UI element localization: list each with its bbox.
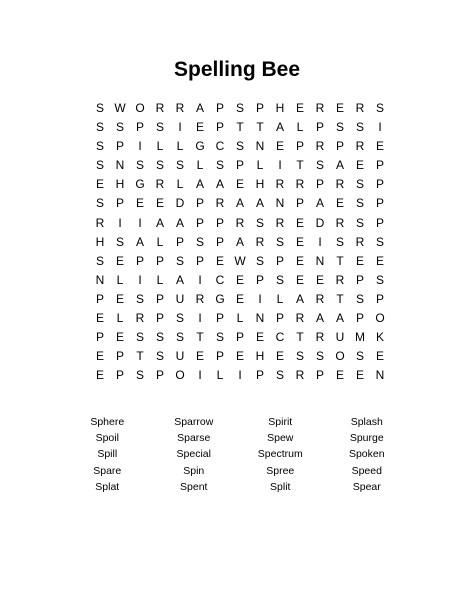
grid-letter: T (196, 330, 204, 345)
grid-letter: P (115, 368, 124, 383)
grid-row (90, 194, 390, 213)
grid-letter: D (175, 196, 185, 211)
grid-letter: I (198, 311, 202, 326)
grid-letter: T (296, 330, 304, 345)
grid-letter: P (155, 368, 164, 383)
grid-letter: E (115, 330, 124, 345)
grid-letter: R (335, 272, 345, 287)
grid-letter: T (336, 291, 344, 306)
grid-letter: E (375, 349, 384, 364)
grid-letter: L (216, 368, 224, 383)
grid-letter: T (336, 253, 344, 268)
grid-letter: S (335, 234, 344, 249)
grid-row (90, 137, 390, 156)
grid-letter: E (215, 253, 224, 268)
grid-letter: G (215, 291, 225, 306)
grid-letter: I (118, 215, 122, 230)
grid-letter: S (235, 101, 244, 115)
grid-letter: R (355, 234, 365, 249)
grid-letter: O (335, 349, 345, 364)
grid-letter: R (155, 101, 165, 115)
word-list-item: Sphere (90, 416, 125, 428)
grid-letter: S (175, 158, 184, 173)
grid-letter: E (375, 139, 384, 154)
grid-letter: R (335, 215, 345, 230)
grid-letter: S (175, 311, 184, 326)
grid-letter: C (215, 272, 225, 287)
grid-letter: R (355, 101, 365, 115)
grid-letter: P (135, 120, 144, 135)
grid-letter: R (335, 177, 345, 192)
grid-letter: P (235, 158, 244, 173)
grid-row (90, 309, 390, 328)
word-list (64, 414, 410, 495)
grid-letter: C (275, 330, 285, 345)
grid-letter: R (355, 139, 365, 154)
letter-grid (90, 99, 390, 385)
grid-letter: N (95, 272, 105, 287)
grid-letter: P (215, 215, 224, 230)
grid-letter: E (95, 368, 104, 383)
grid-letter: R (135, 311, 145, 326)
grid-letter: E (335, 101, 344, 115)
grid-letter: S (115, 234, 124, 249)
grid-letter: E (95, 311, 104, 326)
grid-letter: S (275, 234, 284, 249)
grid-letter: R (235, 215, 245, 230)
grid-letter: O (375, 311, 385, 326)
grid-row (90, 99, 390, 118)
grid-letter: S (215, 330, 224, 345)
grid-letter: P (135, 253, 144, 268)
grid-letter: E (195, 349, 204, 364)
grid-letter: L (176, 139, 184, 154)
grid-letter: P (375, 196, 384, 211)
grid-letter: G (195, 139, 205, 154)
grid-letter: P (375, 177, 384, 192)
grid-letter: I (138, 139, 142, 154)
grid-letter: S (95, 253, 104, 268)
grid-letter: A (235, 234, 244, 249)
grid-letter: A (215, 177, 224, 192)
grid-letter: S (355, 196, 364, 211)
grid-letter: S (355, 349, 364, 364)
grid-letter: S (135, 158, 144, 173)
grid-letter: P (335, 139, 344, 154)
grid-letter: A (195, 101, 204, 115)
grid-letter: S (175, 253, 184, 268)
grid-letter: S (295, 349, 304, 364)
grid-letter: S (355, 291, 364, 306)
grid-row (90, 328, 390, 347)
grid-letter: I (138, 215, 142, 230)
grid-letter: N (255, 311, 265, 326)
word-list-item: Sparrow (174, 416, 214, 428)
grid-letter: L (176, 177, 184, 192)
grid-letter: R (155, 177, 165, 192)
grid-letter: E (355, 158, 364, 173)
grid-letter: L (116, 272, 124, 287)
grid-letter: S (315, 349, 324, 364)
grid-letter: P (315, 368, 324, 383)
grid-letter: T (296, 158, 304, 173)
grid-letter: E (115, 253, 124, 268)
word-list-item: Sparse (177, 432, 211, 445)
grid-letter: P (375, 291, 384, 306)
grid-letter: E (295, 215, 304, 230)
grid-letter: S (255, 215, 264, 230)
grid-letter: S (215, 158, 224, 173)
grid-letter: T (236, 120, 244, 135)
grid-letter: E (275, 139, 284, 154)
word-list-item: Splash (350, 416, 383, 428)
grid-letter: P (295, 196, 304, 211)
grid-letter: P (115, 139, 124, 154)
grid-letter: E (235, 272, 244, 287)
grid-letter: I (198, 368, 202, 383)
grid-letter: L (256, 158, 264, 173)
grid-letter: E (295, 101, 304, 115)
grid-letter: E (315, 272, 324, 287)
grid-letter: O (175, 368, 185, 383)
grid-letter: I (198, 272, 202, 287)
grid-row (90, 252, 390, 271)
grid-row (90, 290, 390, 309)
grid-row (90, 156, 390, 175)
grid-letter: E (235, 177, 244, 192)
grid-row (90, 233, 390, 252)
word-list-item: Spirit (268, 416, 293, 428)
grid-letter: U (175, 291, 185, 306)
grid-letter: S (155, 158, 164, 173)
grid-letter: L (116, 311, 124, 326)
grid-letter: K (375, 330, 384, 345)
grid-letter: H (95, 234, 105, 249)
word-list-item: Splat (95, 480, 120, 493)
grid-row (90, 271, 390, 290)
grid-letter: P (375, 158, 384, 173)
grid-letter: A (135, 234, 144, 249)
grid-letter: S (95, 139, 104, 154)
grid-letter: R (275, 215, 285, 230)
grid-letter: E (335, 368, 344, 383)
grid-letter: C (215, 139, 225, 154)
grid-row (90, 347, 390, 366)
grid-letter: P (315, 177, 324, 192)
grid-letter: U (335, 330, 345, 345)
grid-letter: D (315, 215, 325, 230)
grid-letter: N (375, 368, 385, 383)
grid-letter: R (95, 215, 105, 230)
grid-letter: S (155, 330, 164, 345)
grid-letter: P (195, 253, 204, 268)
grid-letter: S (95, 158, 104, 173)
word-list-item: Spin (183, 464, 205, 477)
grid-letter: P (215, 101, 224, 115)
grid-letter: E (355, 253, 364, 268)
grid-letter: T (256, 120, 264, 135)
word-list-item: Spurge (349, 432, 384, 445)
grid-letter: S (95, 101, 104, 115)
grid-letter: H (275, 101, 285, 115)
word-list-item: Special (176, 448, 211, 461)
word-list-item: Spent (180, 480, 208, 493)
grid-letter: L (156, 234, 164, 249)
grid-letter: P (255, 101, 264, 115)
grid-letter: S (355, 177, 364, 192)
grid-letter: A (335, 311, 344, 326)
grid-letter: R (195, 291, 205, 306)
grid-letter: H (255, 177, 265, 192)
grid-letter: N (115, 158, 125, 173)
grid-letter: S (135, 368, 144, 383)
grid-letter: E (95, 177, 104, 192)
grid-row (90, 366, 390, 385)
grid-letter: L (276, 291, 284, 306)
page-title: Spelling Bee (173, 58, 301, 81)
grid-letter: S (355, 120, 364, 135)
grid-letter: E (235, 349, 244, 364)
grid-letter: W (234, 253, 246, 268)
grid-letter: S (95, 120, 104, 135)
grid-letter: R (315, 291, 325, 306)
grid-letter: E (235, 291, 244, 306)
grid-letter: R (275, 177, 285, 192)
grid-letter: I (278, 158, 282, 173)
grid-letter: P (235, 330, 244, 345)
grid-letter: P (195, 196, 204, 211)
grid-letter: O (135, 101, 145, 115)
word-list-item: Spear (352, 480, 381, 493)
grid-letter: P (375, 215, 384, 230)
grid-letter: E (135, 196, 144, 211)
grid-letter: R (315, 139, 325, 154)
grid-letter: P (295, 139, 304, 154)
grid-letter: E (275, 349, 284, 364)
grid-letter: N (275, 196, 285, 211)
grid-letter: S (155, 349, 164, 364)
grid-letter: P (175, 234, 184, 249)
grid-letter: R (215, 196, 225, 211)
grid-letter: P (195, 215, 204, 230)
grid-letter: S (195, 234, 204, 249)
grid-letter: A (255, 196, 264, 211)
word-list-item: Spoken (348, 448, 385, 461)
grid-letter: R (315, 330, 325, 345)
grid-letter: P (215, 311, 224, 326)
grid-letter: A (315, 196, 324, 211)
grid-letter: L (296, 120, 304, 135)
grid-letter: I (138, 272, 142, 287)
grid-letter: R (295, 368, 305, 383)
grid-letter: U (175, 349, 185, 364)
grid-letter: H (255, 349, 265, 364)
grid-letter: R (295, 177, 305, 192)
grid-letter: P (115, 349, 124, 364)
grid-letter: H (115, 177, 125, 192)
grid-letter: L (196, 158, 204, 173)
grid-letter: P (215, 349, 224, 364)
grid-letter: E (295, 253, 304, 268)
grid-letter: R (315, 101, 325, 115)
grid-letter: R (255, 234, 265, 249)
grid-letter: P (355, 272, 364, 287)
word-list-item: Spree (266, 464, 295, 477)
grid-letter: S (135, 330, 144, 345)
grid-letter: N (315, 253, 325, 268)
grid-letter: A (335, 158, 344, 173)
grid-letter: A (275, 120, 284, 135)
grid-letter: L (236, 311, 244, 326)
grid-letter: A (155, 215, 164, 230)
grid-letter: S (95, 196, 104, 211)
grid-letter: E (155, 196, 164, 211)
grid-letter: L (156, 139, 164, 154)
grid-letter: S (355, 215, 364, 230)
grid-letter: S (275, 368, 284, 383)
grid-letter: I (258, 291, 262, 306)
grid-letter: P (115, 196, 124, 211)
grid-letter: A (235, 196, 244, 211)
word-list-item: Spare (93, 464, 122, 477)
grid-letter: S (135, 291, 144, 306)
grid-letter: I (378, 120, 382, 135)
grid-letter: E (335, 196, 344, 211)
grid-letter: P (215, 120, 224, 135)
grid-letter: S (155, 120, 164, 135)
grid-row (90, 118, 390, 137)
grid-letter: S (255, 253, 264, 268)
grid-letter: R (295, 311, 305, 326)
grid-letter: S (375, 101, 384, 115)
grid-letter: E (115, 291, 124, 306)
grid-letter: E (295, 234, 304, 249)
word-list-item: Spill (97, 448, 118, 461)
grid-letter: P (355, 311, 364, 326)
grid-letter: S (335, 120, 344, 135)
grid-letter: P (275, 311, 284, 326)
grid-letter: S (315, 158, 324, 173)
grid-letter: S (235, 139, 244, 154)
grid-letter: E (375, 253, 384, 268)
grid-letter: S (375, 234, 384, 249)
grid-letter: W (114, 101, 126, 115)
word-list-item: Spoil (95, 432, 119, 445)
grid-letter: M (355, 330, 365, 345)
grid-letter: P (95, 330, 104, 345)
grid-letter: N (255, 139, 265, 154)
grid-letter: S (275, 272, 284, 287)
grid-letter: E (95, 349, 104, 364)
grid-letter: A (175, 272, 184, 287)
grid-letter: A (315, 311, 324, 326)
grid-letter: P (155, 253, 164, 268)
grid-letter: P (275, 253, 284, 268)
grid-letter: A (295, 291, 304, 306)
grid-letter: E (195, 120, 204, 135)
grid-letter: P (315, 120, 324, 135)
grid-letter: R (175, 101, 185, 115)
grid-letter: S (175, 330, 184, 345)
word-list-item: Spew (267, 432, 294, 445)
grid-letter: P (95, 291, 104, 306)
grid-letter: A (195, 177, 204, 192)
grid-letter: P (215, 234, 224, 249)
grid-letter: L (156, 272, 164, 287)
grid-letter: I (238, 368, 242, 383)
word-list-item: Speed (351, 464, 382, 477)
word-list-item: Split (270, 480, 291, 493)
grid-letter: P (255, 368, 264, 383)
grid-letter: E (255, 330, 264, 345)
grid-row (90, 214, 390, 233)
grid-letter: P (255, 272, 264, 287)
grid-letter: P (155, 311, 164, 326)
word-list-item: Spectrum (257, 448, 303, 461)
grid-letter: E (295, 272, 304, 287)
grid-row (90, 175, 390, 194)
grid-letter: E (355, 368, 364, 383)
grid-letter: I (178, 120, 182, 135)
grid-letter: P (155, 291, 164, 306)
grid-letter: T (136, 349, 144, 364)
grid-letter: G (135, 177, 145, 192)
grid-letter: A (175, 215, 184, 230)
grid-letter: S (115, 120, 124, 135)
grid-letter: S (375, 272, 384, 287)
grid-letter: I (318, 234, 322, 249)
